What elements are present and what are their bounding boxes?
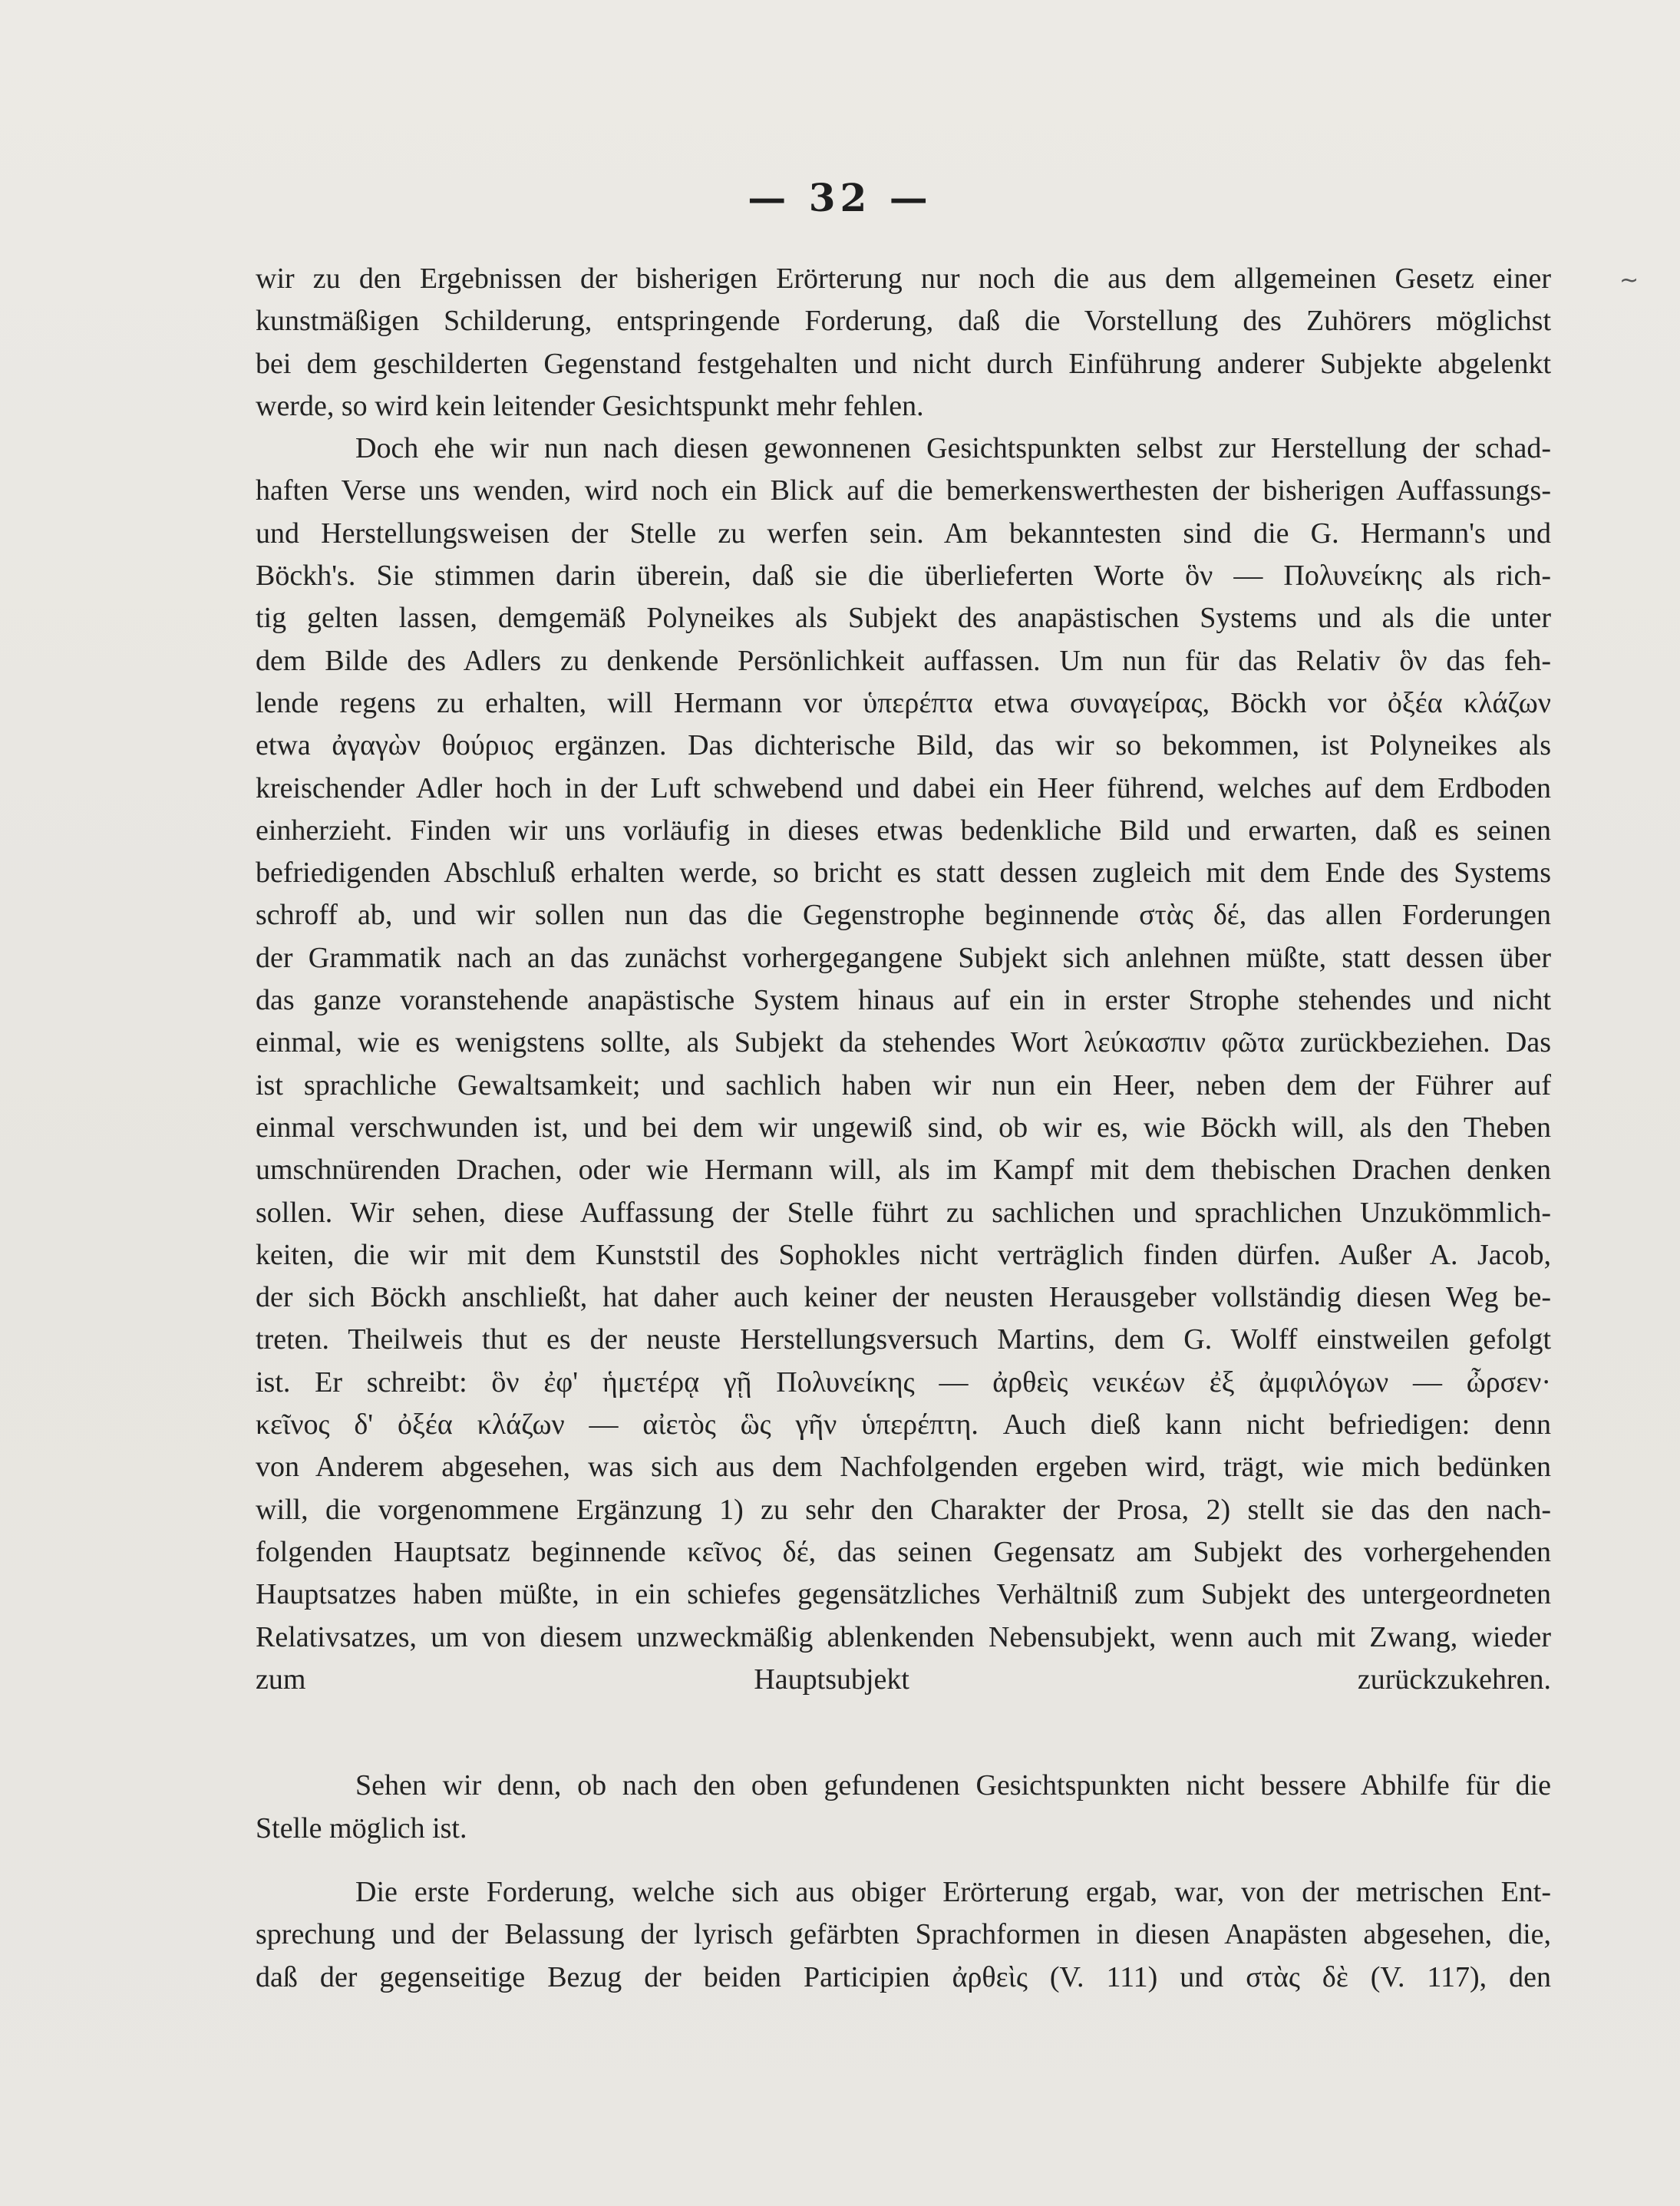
page-number: — 32 — (748, 175, 932, 220)
stray-mark: ~ (1619, 267, 1639, 294)
text-line: bei dem geschilderten Gegenstand festgehalten und nicht durch Einführung anderer Subjekte abgelenkt (256, 347, 1551, 380)
text-line: von Anderem abgesehen, was sich aus dem Nachfolgenden ergeben wird, trägt, wie mich bedünken (256, 1451, 1551, 1484)
text-line: kreischender Adler hoch in der Luft schwebend und dabei ein Heer führend, welches auf dem Erdboden (256, 771, 1551, 804)
text-line: Böckh's. Sie stimmen darin überein, daß sie die überlieferten Worte ὃν — Πολυνείκης als rich- (256, 560, 1551, 593)
text-line: wir zu den Ergebnissen der bisherigen Erörterung nur noch die aus dem allgemeinen Gesetz einer (256, 263, 1551, 295)
text-line: etwa ἀγαγὼν θούριος ergänzen. Das dichterische Bild, das wir so bekommen, ist Polyneikes als (256, 729, 1551, 762)
text-line: lende regens zu erhalten, will Hermann vor ὑπερέπτα etwa συναγείρας, Böckh vor ὀξέα κλάζων (256, 686, 1551, 719)
text-line: Relativsatzes, um von diesem unzweckmäßig ablenkenden Nebensubjekt, wenn auch mit Zwang, wieder (256, 1620, 1551, 1653)
text-line: Doch ehe wir nun nach diesen gewonnenen Gesichtspunkten selbst zur Herstellung der schad- (355, 432, 1551, 465)
text-line: folgenden Hauptsatz beginnende κεῖνος δέ, das seinen Gegensatz am Subjekt des vorhergehenden (256, 1535, 1551, 1568)
text-line: befriedigenden Abschluß erhalten werde, so bricht es statt dessen zugleich mit dem Ende des Systems (256, 857, 1551, 890)
text-line: will, die vorgenommene Ergänzung 1) zu sehr den Charakter der Prosa, 2) stellt sie das den nach- (256, 1493, 1551, 1526)
paragraph (256, 1871, 1551, 1999)
text-line: das ganze voranstehende anapästische System hinaus auf ein in erster Strophe stehendes und nicht (256, 984, 1551, 1017)
text-line: ist sprachliche Gewaltsamkeit; und sachlich haben wir nun ein Heer, neben dem der Führer auf (256, 1068, 1551, 1101)
text-line: κεῖνος δ' ὀξέα κλάζων — αἰετὸς ὣς γῆν ὑπερέπτη. Auch dieß kann nicht befriedigen: denn (256, 1408, 1551, 1441)
text-line: sollen. Wir sehen, diese Auffassung der Stelle führt zu sachlichen und sprachlichen Unzukömmlich- (256, 1196, 1551, 1229)
text-line: der sich Böckh anschließt, hat daher auch keiner der neusten Herausgeber vollständig diesen Weg be- (256, 1281, 1551, 1314)
text-line: einmal verschwunden ist, und bei dem wir ungewiß sind, ob wir es, wie Böckh will, als den Theben (256, 1111, 1551, 1144)
paragraph (256, 1765, 1551, 1850)
text-line: Sehen wir denn, ob nach den oben gefundenen Gesichtspunkten nicht bessere Abhilfe für die (355, 1769, 1551, 1802)
text-line: daß der gegenseitige Bezug der beiden Participien ἀρθεὶς (V. 111) und στὰς δὲ (V. 117), den (256, 1960, 1551, 1993)
paragraph (256, 258, 1551, 428)
paragraph (256, 428, 1551, 1743)
text-line: ist. Er schreibt: ὃν ἐφ' ἡμετέρᾳ γῇ Πολυνείκης — ἀρθεὶς νεικέων ἐξ ἀμφιλόγων — ὦρσεν· (256, 1366, 1551, 1399)
text-line: Hauptsatzes haben müßte, in ein schiefes gegensätzliches Verhältniß zum Subjekt des untergeordneten (256, 1578, 1551, 1611)
text-line: einmal, wie es wenigstens sollte, als Subjekt da stehendes Wort λεύκασπιν φῶτα zurückbeziehen. Das (256, 1026, 1551, 1059)
text-line: keiten, die wir mit dem Kunststil des Sophokles nicht verträglich finden dürfen. Außer A. Jacob, (256, 1238, 1551, 1271)
text-line: schroff ab, und wir sollen nun das die Gegenstrophe beginnende στὰς δέ, das allen Forderungen (256, 899, 1551, 932)
text-line (256, 1701, 1551, 1743)
text-line: Die erste Forderung, welche sich aus obiger Erörterung ergab, war, von der metrischen Ent- (355, 1875, 1551, 1908)
text-line: tig gelten lassen, demgemäß Polyneikes als Subjekt des anapästischen Systems und als die unter (256, 602, 1551, 635)
text-line: kunstmäßigen Schilderung, entspringende Forderung, daß die Vorstellung des Zuhörers möglichst (256, 305, 1551, 338)
text-line: haften Verse uns wenden, wird noch ein Blick auf die bemerkenswerthesten der bisherigen Auffassungs- (256, 474, 1551, 507)
text-line: einherzieht. Finden wir uns vorläufig in dieses etwas bedenkliche Bild und erwarten, daß es seinen (256, 814, 1551, 847)
text-line: werde, so wird kein leitender Gesichtspunkt mehr fehlen. (256, 389, 924, 422)
body-text (256, 258, 1551, 1999)
text-line: Stelle möglich ist. (256, 1811, 467, 1844)
text-line: sprechung und der Belassung der lyrisch gefärbten Sprachformen in diesen Anapästen abgesehen, die, (256, 1918, 1551, 1951)
text-line: der Grammatik nach an das zunächst vorhergegangene Subjekt sich anlehnen müßte, statt dessen über (256, 941, 1551, 974)
text-line: treten. Theilweis thut es der neuste Herstellungsversuch Martins, dem G. Wolff einstweilen gefolgt (256, 1323, 1551, 1356)
text-line: und Herstellungsweisen der Stelle zu werfen sein. Am bekanntesten sind die G. Hermann's und (256, 517, 1551, 550)
text-line: zum Hauptsubjekt zurückzukehren. (256, 1663, 1551, 1696)
text-line: dem Bilde des Adlers zu denkende Persönlichkeit auffassen. Um nun für das Relativ ὃν das feh- (256, 644, 1551, 677)
text-line: umschnürenden Drachen, oder wie Hermann will, als im Kampf mit dem thebischen Drachen denken (256, 1154, 1551, 1187)
